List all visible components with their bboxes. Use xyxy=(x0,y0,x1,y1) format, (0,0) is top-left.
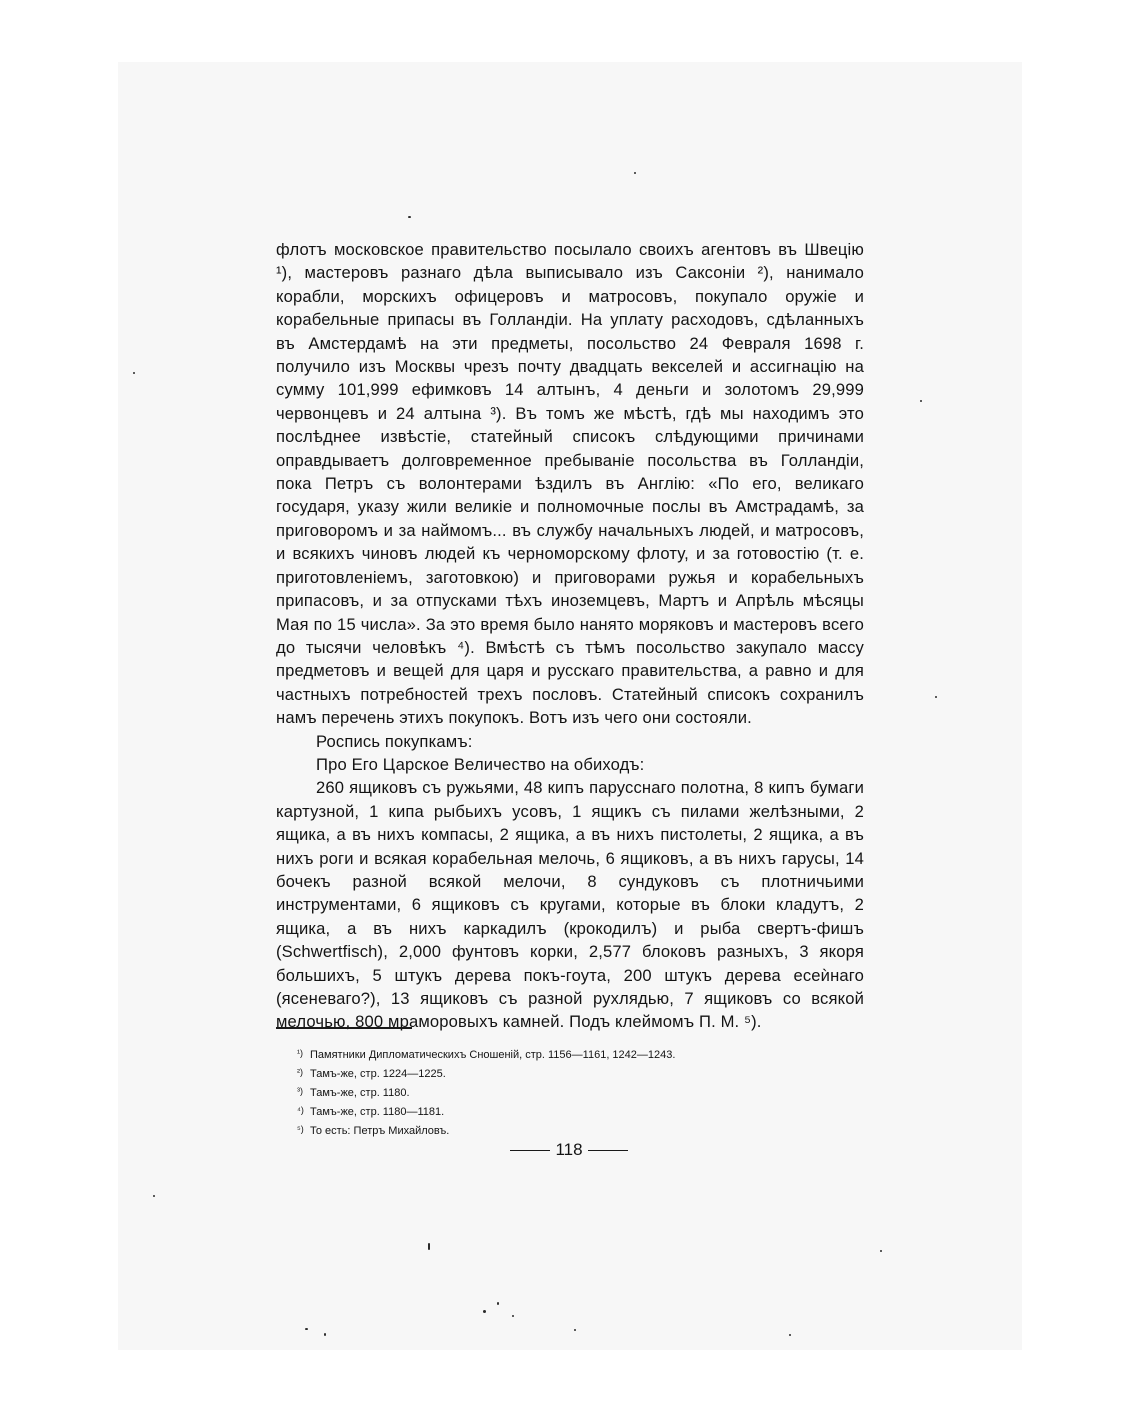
footnote-mark: ⁵) xyxy=(297,1124,304,1134)
footnote-mark: ³) xyxy=(297,1086,303,1096)
footnote xyxy=(297,1102,857,1121)
scan-speck xyxy=(153,1195,155,1197)
scan-speck xyxy=(512,1315,514,1317)
footnote-divider xyxy=(276,1027,412,1029)
page-number-dash xyxy=(510,1150,550,1151)
footnote xyxy=(297,1064,857,1083)
footnote xyxy=(297,1121,857,1140)
paragraph-subheading: Про Его Царское Величество на обиходъ: xyxy=(316,754,645,774)
paragraph: 260 ящиковъ съ ружьями, 48 кипъ парусснаго полотна, 8 кипъ бумаги картузной, 1 кипа рыбьихъ усовъ, 1 ящикъ съ пилами желѣзными, 2 ящика, а въ нихъ компасы, 2 ящика, а въ нихъ пистолеты, 2 ящика, а въ нихъ роги и всякая корабельная мелочь, 6 ящиковъ, а въ нихъ гарусы, 14 бочекъ разной всякой мелочи, 8 сундуковъ съ плотничьими инструментами, 6 ящиковъ съ кругами, которые въ блоки кладутъ, 2 ящика, а въ нихъ каркадилъ (крокодилъ) и рыба свертъ-фишъ (Schwertfisch), 2,000 фунтовъ корки, 2,577 блоковъ разныхъ, 3 якоря большихъ, 5 штукъ дерева покъ-гоута, 200 штукъ дерева есеѝнаго (ясеневаго?), 13 ящиковъ съ разной рухлядью, 7 ящиковъ со всякой мелочью, 800 мраморовыхъ камней. Подъ клеймомъ П. М. ⁵). xyxy=(276,778,864,1032)
body-text xyxy=(276,238,864,1034)
scan-speck xyxy=(880,1250,882,1252)
scan-speck xyxy=(574,1329,576,1331)
page-number-dash xyxy=(588,1150,628,1151)
scan-speck xyxy=(935,696,937,698)
footnote-text: Тамъ-же, стр. 1180. xyxy=(310,1087,410,1099)
page-number-value: 118 xyxy=(555,1140,583,1159)
scan-speck xyxy=(789,1334,791,1336)
footnote-mark: ¹) xyxy=(297,1048,303,1058)
scan-speck xyxy=(324,1333,326,1336)
paragraph: флотъ московское правительство посылало своихъ агентовъ въ Швецію ¹), мастеровъ разнаго дѣла выписывало изъ Саксоніи ²), нанимало корабли, морскихъ офицеровъ и матросовъ, покупало оружіе и корабельные припасы въ Голландіи. На уплату расходовъ, сдѣланныхъ въ Амстердамѣ на эти предметы, посольство 24 Февраля 1698 г. получило изъ Москвы чрезъ почту двадцать векселей и ассигнацію на сумму 101,999 ефимковъ 14 алтынъ, 4 деньги и золотомъ 29,999 червонцевъ и 24 алтына ³). Въ томъ же мѣстѣ, гдѣ мы находимъ это послѣднее извѣстіе, статейный списокъ слѣдующими причинами оправдываетъ долговременное пребываніе посольства въ Голландіи, пока Петръ съ волонтерами ѣздилъ въ Англію: «По его, великаго государя, указу жили великіе и полномочные послы въ Амстрадамѣ, за приговоромъ и за наймомъ... въ службу начальныхъ людей, и матросовъ, и всякихъ чиновъ людей къ черноморскому флоту, и за готовостію (т. е. приготовленіемъ, заготовкою) и приговорами ружья и корабельныхъ припасовъ, и за отпусками тѣхъ иноземцевъ, Мартъ и Апрѣль мѣсяцы Мая по 15 числа». За это время было нанято моряковъ и мастеровъ всего до тысячи человѣкъ ⁴). Вмѣстѣ съ тѣмъ посольство закупало массу предметовъ и вещей для царя и русскаго правительства, а равно и для частныхъ потребностей трехъ пословъ. Статейный списокъ сохранилъ намъ перечень этихъ покупокъ. Вотъ изъ чего они состояли. xyxy=(276,240,864,728)
page-number xyxy=(510,1140,628,1160)
footnote-mark: ²) xyxy=(297,1067,303,1077)
footnote xyxy=(297,1083,857,1102)
scan-speck xyxy=(408,216,411,218)
scan-speck xyxy=(133,372,135,374)
footnote-text: Памятники Дипломатическихъ Сношеній, стр. 1156—1161, 1242—1243. xyxy=(310,1049,676,1061)
scan-speck xyxy=(497,1302,499,1305)
footnote-mark: ⁴) xyxy=(297,1105,304,1115)
footnote-text: Тамъ-же, стр. 1224—1225. xyxy=(310,1068,446,1080)
footnote xyxy=(297,1045,857,1064)
footnote-text: Тамъ-же, стр. 1180—1181. xyxy=(310,1106,445,1118)
scan-speck xyxy=(483,1310,486,1313)
scan-speck xyxy=(634,172,636,174)
footnote-text: То есть: Петръ Михайловъ. xyxy=(310,1125,450,1137)
scan-speck xyxy=(920,400,922,402)
scan-speck xyxy=(305,1328,308,1330)
footnotes xyxy=(297,1045,857,1140)
scan-speck xyxy=(428,1243,430,1250)
paragraph-list-heading: Роспись покупкамъ: xyxy=(316,731,473,751)
